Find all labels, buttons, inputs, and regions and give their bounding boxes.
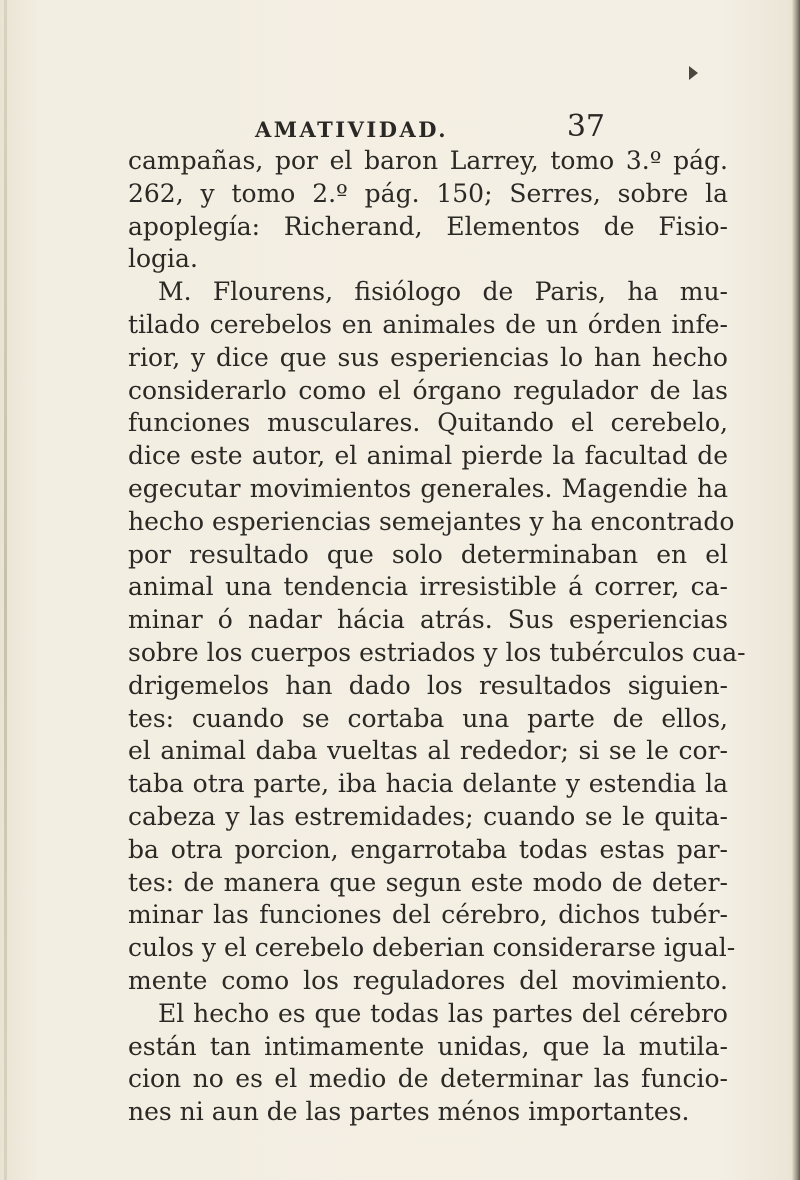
text-line: mente como los reguladores del movimiento. [128, 965, 728, 995]
text-line: egecutar movimientos generales. Magendie ha [128, 473, 728, 503]
text-line: 262, y tomo 2.º pág. 150; Serres, sobre la [128, 178, 728, 208]
text-line: el animal daba vueltas al rededor; si se le cor- [128, 736, 728, 766]
text-line: tes: de manera que segun este modo de deter- [128, 867, 728, 897]
text-line: funciones musculares. Quitando el cerebelo, [128, 408, 728, 438]
text-line: cion no es el medio de determinar las funcio- [128, 1064, 728, 1094]
text-line: M. Flourens, fisiólogo de Paris, ha mu- [158, 277, 728, 307]
text-line: taba otra parte, iba hacia delante y estendia la [128, 769, 728, 799]
text-line: tilado cerebelos en animales de un órden infe- [128, 309, 728, 339]
text-line: logia. [128, 244, 198, 274]
text-line: drigemelos han dado los resultados siguien- [128, 670, 728, 700]
text-line: tes: cuando se cortaba una parte de ellos, [128, 703, 728, 733]
text-line: rior, y dice que sus esperiencias lo han hecho [128, 342, 728, 372]
text-line: minar las funciones del cérebro, dichos tubér- [128, 900, 728, 930]
text-line: por resultado que solo determinaban en el [128, 539, 728, 569]
running-title: AMATIVIDAD. [255, 117, 449, 142]
page-number: 37 [566, 109, 605, 144]
text-line: cabeza y las estremidades; cuando se le quita- [128, 801, 728, 831]
text-line: apoplegía: Richerand, Elementos de Fisio- [128, 211, 728, 241]
text-line: sobre los cuerpos estriados y los tubérculos cua- [128, 637, 746, 667]
text-line: hecho esperiencias semejantes y ha encontrado [128, 506, 735, 536]
text-line: campañas, por el baron Larrey, tomo 3.º pág. [128, 146, 728, 175]
text-line: dice este autor, el animal pierde la facultad de [128, 441, 728, 471]
text-line: minar ó nadar hácia atrás. Sus esperiencias [128, 605, 728, 635]
text-line: culos y el cerebelo deberian considerarse igual- [128, 933, 736, 963]
text-line: animal una tendencia irresistible á correr, ca- [128, 572, 728, 602]
text-line: considerarlo como el órgano regulador de las [128, 375, 728, 405]
margin-mark-icon [689, 66, 698, 80]
text-line: están tan intimamente unidas, que la mutila- [128, 1031, 728, 1061]
body-text [128, 145, 746, 1129]
page-edge-shadow [792, 0, 800, 1180]
text-line: El hecho es que todas las partes del cérebro [158, 998, 728, 1028]
text-line: nes ni aun de las partes ménos importantes. [128, 1097, 690, 1127]
text-line: ba otra porcion, engarrotaba todas estas par- [128, 834, 728, 864]
page-gutter-shadow [4, 0, 7, 1180]
